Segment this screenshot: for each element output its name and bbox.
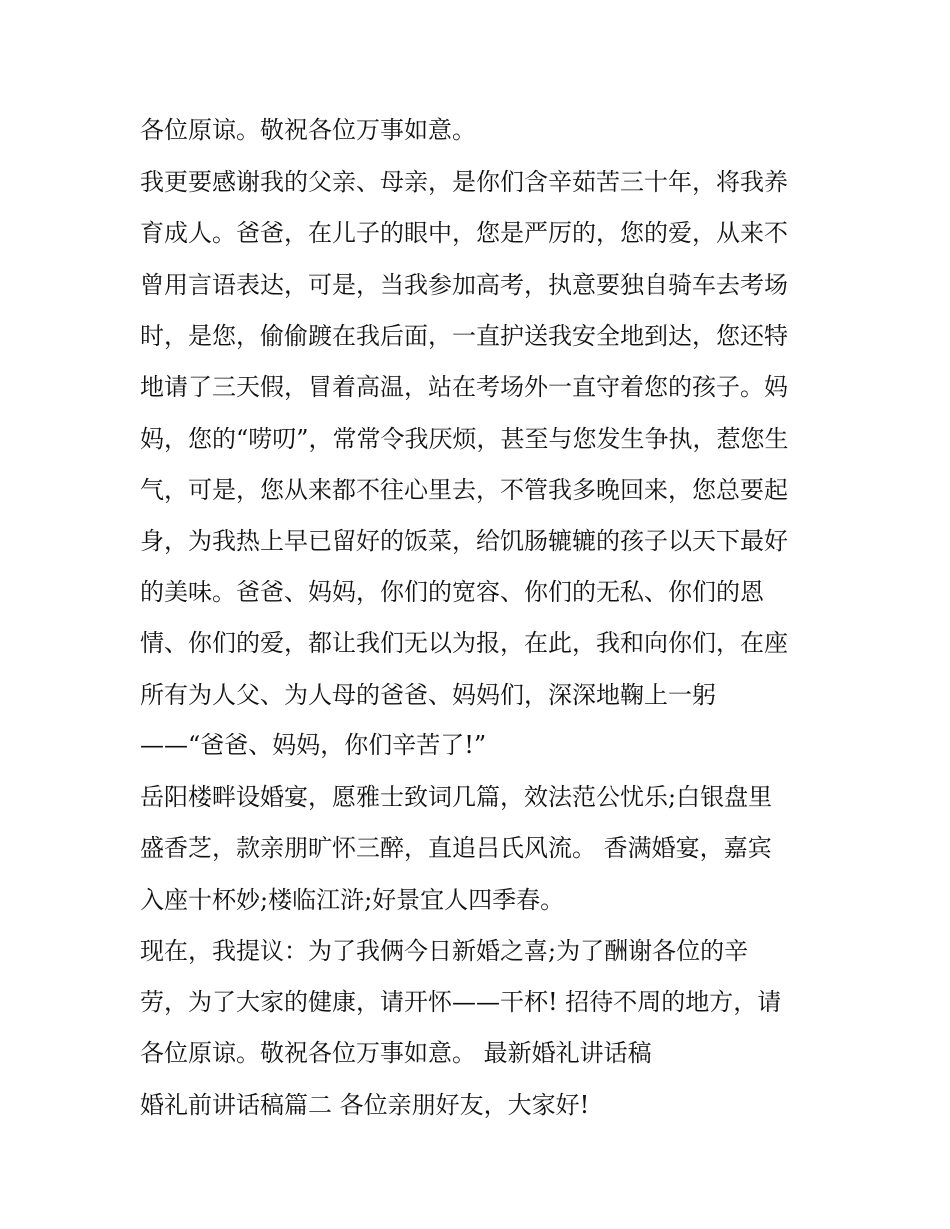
text-line: 岳阳楼畔设婚宴，愿雅士致词几篇，效法范公忧乐;白银盘里 (140, 783, 773, 811)
text-line: 身，为我热上早已留好的饭菜，给饥肠辘辘的孩子以天下最好 (140, 527, 788, 555)
text-line: ——“爸爸、妈妈，你们辛苦了!” (140, 731, 487, 759)
text-line: 我更要感谢我的父亲、母亲，是你们含辛茹苦三十年，将我养 (140, 168, 788, 196)
text-line: 各位原谅。敬祝各位万事如意。 最新婚礼讲话稿 (140, 1039, 652, 1067)
text-line: 盛香芝，款亲朋旷怀三醉，直追吕氏风流。 香满婚宴，嘉宾 (140, 834, 772, 862)
text-line: 各位原谅。敬祝各位万事如意。 (140, 116, 476, 144)
text-line: 现在，我提议：为了我俩今日新婚之喜;为了酬谢各位的辛 (140, 937, 749, 965)
text-line: 劳，为了大家的健康，请开怀——干杯! 招待不周的地方，请 (140, 988, 782, 1016)
text-line: 的美味。爸爸、妈妈，你们的宽容、你们的无私、你们的恩 (140, 578, 764, 606)
text-line: 地请了三天假，冒着高温，站在考场外一直守着您的孩子。妈 (140, 373, 788, 401)
text-line: 婚礼前讲话稿篇二 各位亲朋好友，大家好! (140, 1091, 590, 1119)
text-line: 气，可是，您从来都不往心里去，不管我多晚回来，您总要起 (140, 476, 788, 504)
text-line: 育成人。爸爸，在儿子的眼中，您是严厉的，您的爱，从来不 (140, 219, 788, 247)
text-line: 情、你们的爱，都让我们无以为报，在此，我和向你们，在座 (140, 629, 788, 657)
text-line: 时，是您，偷偷踱在我后面，一直护送我安全地到达，您还特 (140, 322, 788, 350)
text-line: 妈，您的“唠叨”，常常令我厌烦，甚至与您发生争执，惹您生 (140, 425, 789, 453)
text-line: 所有为人父、为人母的爸爸、妈妈们，深深地鞠上一躬 (140, 681, 716, 709)
text-line: 曾用言语表达，可是，当我参加高考，执意要独自骑车去考场 (140, 271, 788, 299)
text-line: 入座十杯妙;楼临江浒;好景宜人四季春。 (140, 886, 565, 914)
